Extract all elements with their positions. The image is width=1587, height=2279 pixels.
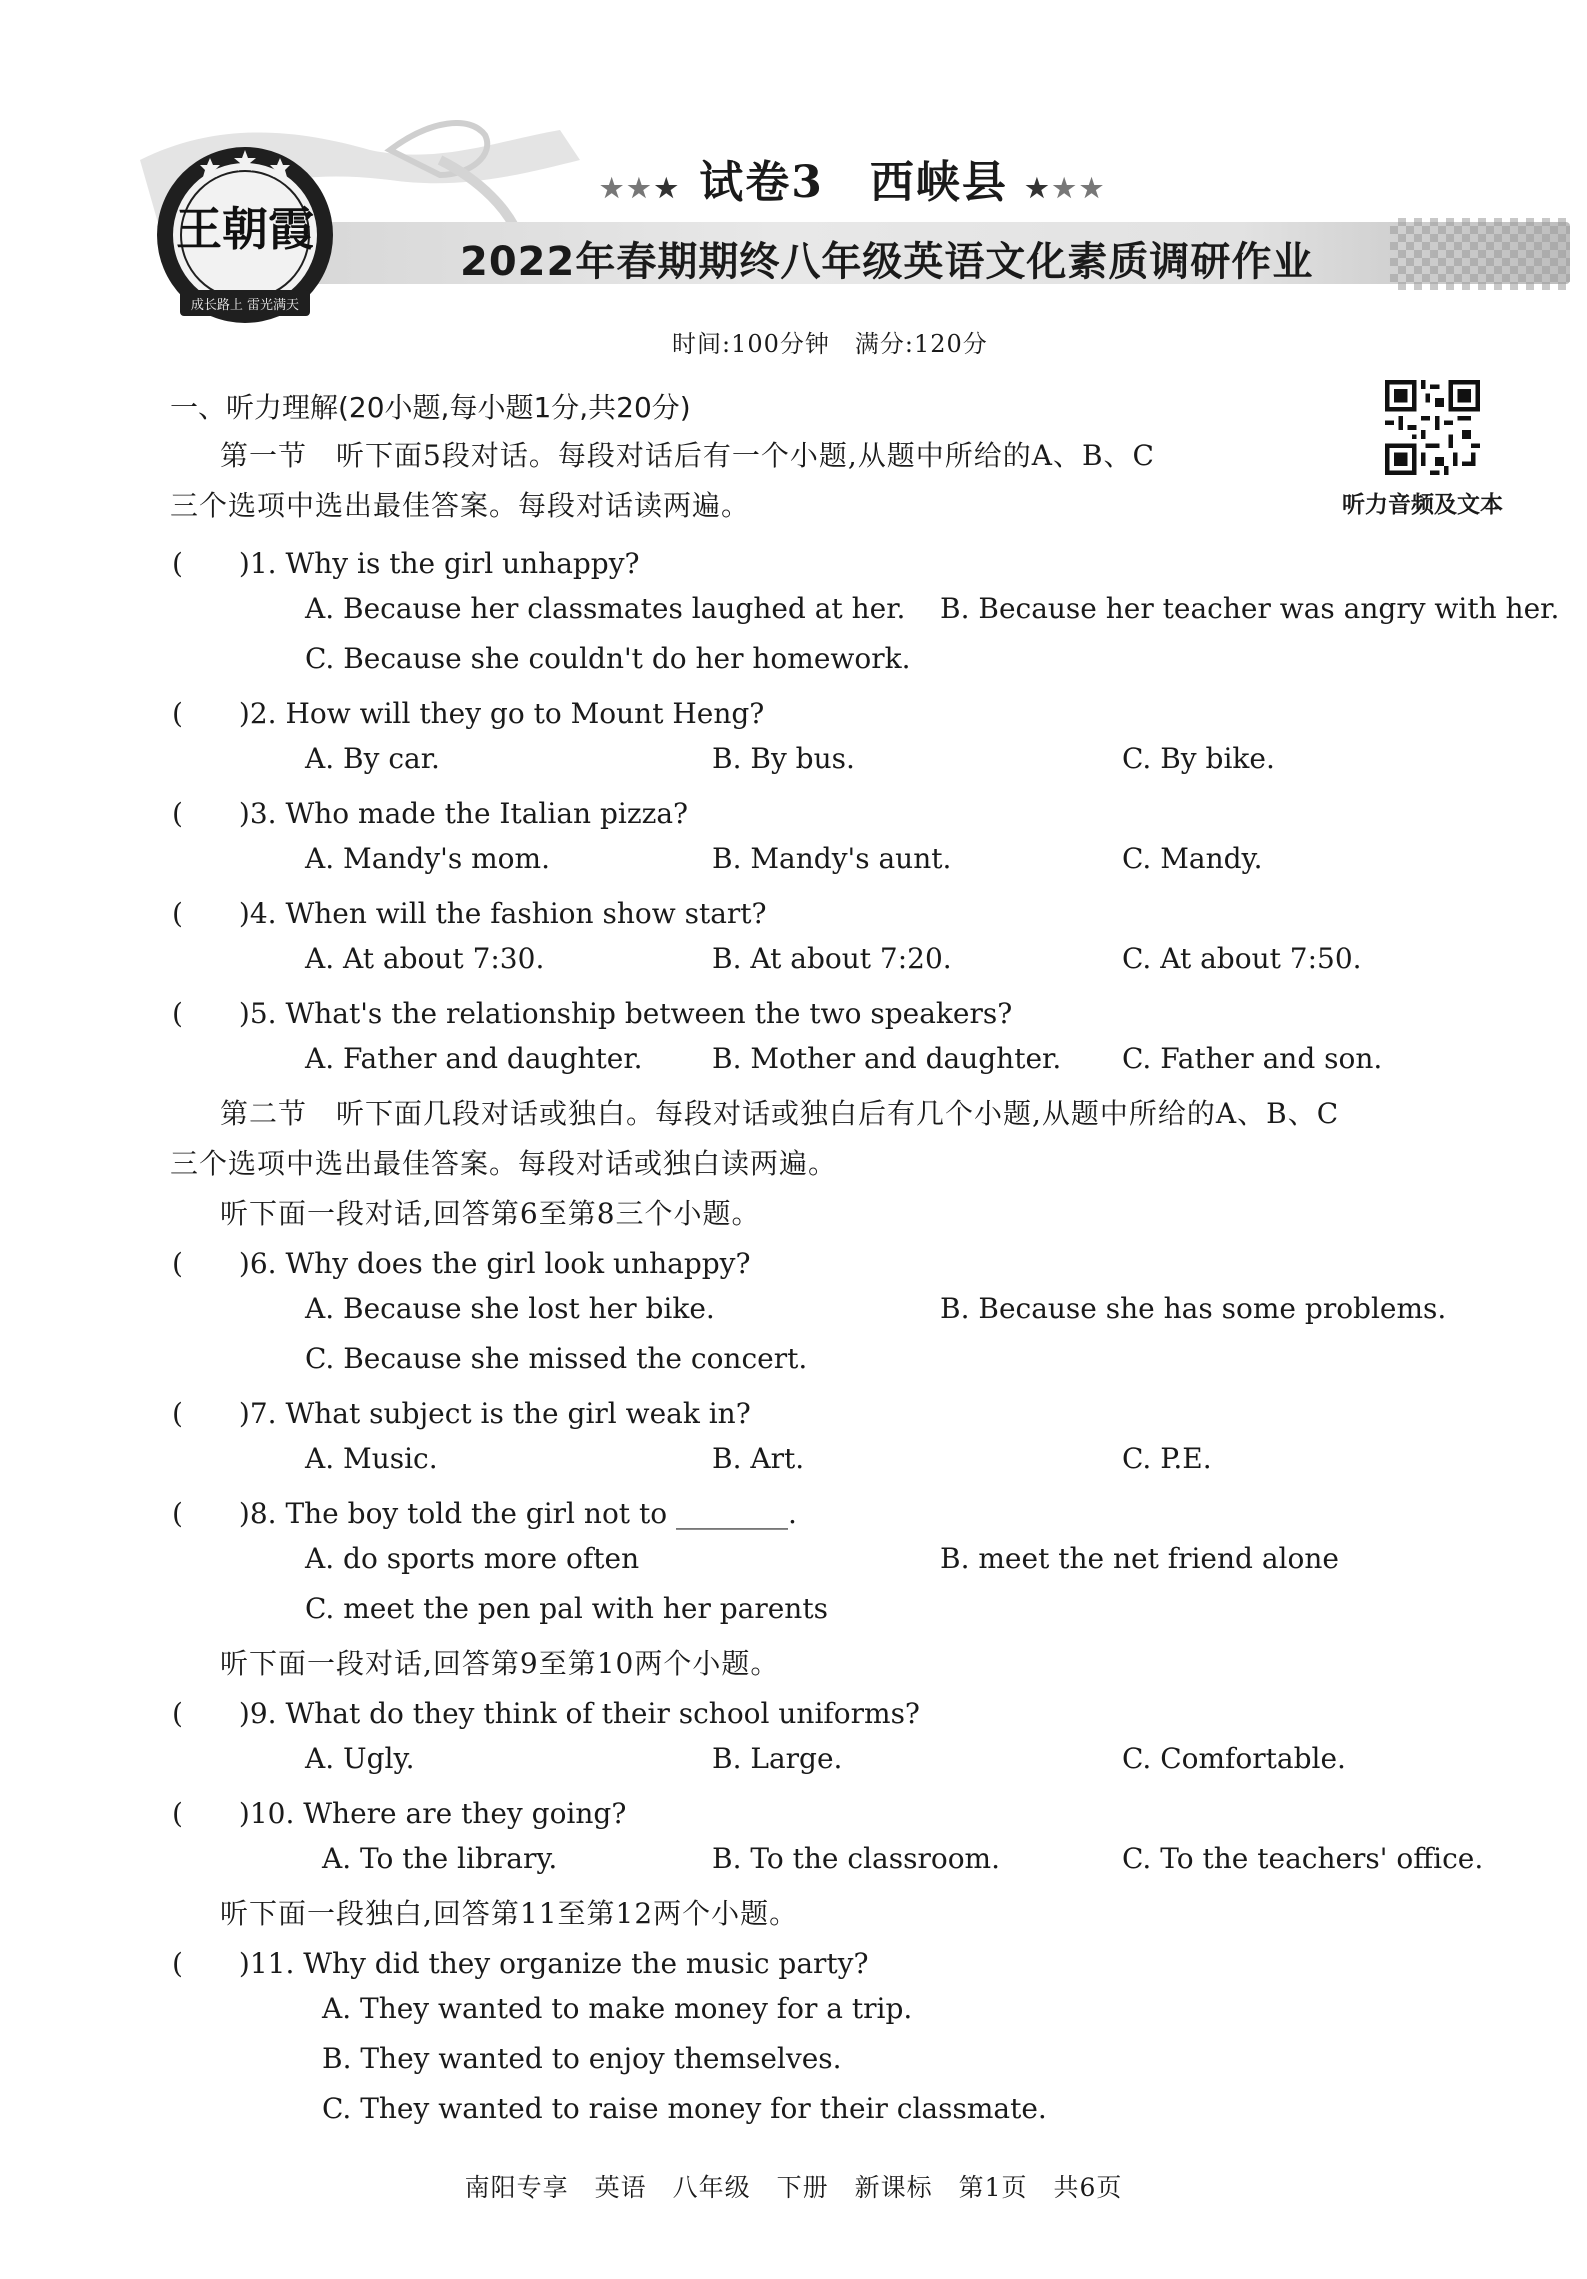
option-2b: B. By bus. <box>712 742 855 775</box>
part1-intro-line1: 第一节 听下面5段对话。每段对话后有一个小题,从题中所给的A、B、C <box>220 439 1155 472</box>
option-5c: C. Father and son. <box>1122 1042 1383 1075</box>
question-4: ( )4. When will the fashion show start? <box>172 897 767 930</box>
option-2c: C. By bike. <box>1122 742 1275 775</box>
qr-code-icon[interactable] <box>1385 380 1480 475</box>
option-11b: B. They wanted to enjoy themselves. <box>322 2042 842 2075</box>
option-11a: A. They wanted to make money for a trip. <box>322 1992 913 2025</box>
option-1b: B. Because her teacher was angry with her. <box>940 592 1560 625</box>
question-1: ( )1. Why is the girl unhappy? <box>172 547 640 580</box>
question-3: ( )3. Who made the Italian pizza? <box>172 797 689 830</box>
part1-intro-line2: 三个选项中选出最佳答案。每段对话读两遍。 <box>170 489 751 522</box>
option-5b: B. Mother and daughter. <box>712 1042 1062 1075</box>
option-1c: C. Because she couldn't do her homework. <box>305 642 911 675</box>
question-6: ( )6. Why does the girl look unhappy? <box>172 1247 751 1280</box>
exam-label <box>600 146 1107 210</box>
option-3a: A. Mandy's mom. <box>305 842 550 875</box>
option-2a: A. By car. <box>305 742 440 775</box>
star-icons-right: ★★ <box>1052 174 1108 204</box>
question-8: ( )8. The boy told the girl not to ________. <box>172 1497 797 1530</box>
checker-pattern <box>1390 218 1570 290</box>
option-3b: B. Mandy's aunt. <box>712 842 952 875</box>
option-11c: C. They wanted to raise money for their classmate. <box>322 2092 1047 2125</box>
option-4a: A. At about 7:30. <box>305 942 545 975</box>
option-1a: A. Because her classmates laughed at her. <box>305 592 906 625</box>
question-11: ( )11. Why did they organize the music party? <box>172 1947 869 1980</box>
logo-brand-text: 王朝霞 <box>176 202 314 256</box>
brand-logo <box>150 140 340 330</box>
option-10b: B. To the classroom. <box>712 1842 1001 1875</box>
star-icon: ★ <box>654 174 682 204</box>
page-title: 2022年春期期终八年级英语文化素质调研作业 <box>460 239 1314 285</box>
option-6b: B. Because she has some problems. <box>940 1292 1447 1325</box>
option-10a: A. To the library. <box>322 1842 558 1875</box>
question-9: ( )9. What do they think of their school uniforms? <box>172 1697 920 1730</box>
star-icons-left: ★★ <box>600 174 655 204</box>
option-7b: B. Art. <box>712 1442 805 1475</box>
sub-intro-6-8: 听下面一段对话,回答第6至第8三个小题。 <box>220 1197 761 1230</box>
option-4b: B. At about 7:20. <box>712 942 952 975</box>
option-9b: B. Large. <box>712 1742 843 1775</box>
sub-intro-11-12: 听下面一段独白,回答第11至第12两个小题。 <box>220 1897 799 1930</box>
exam-label-text: 试卷3 西峡县 <box>699 157 1008 208</box>
page-footer: 南阳专享 英语 八年级 下册 新课标 第1页 共6页 <box>464 2173 1123 2202</box>
option-7a: A. Music. <box>305 1442 438 1475</box>
part2-intro-line2: 三个选项中选出最佳答案。每段对话或独白读两遍。 <box>170 1147 838 1180</box>
option-3c: C. Mandy. <box>1122 842 1263 875</box>
option-4c: C. At about 7:50. <box>1122 942 1362 975</box>
logo-motto-text: 成长路上 雷光满天 <box>190 298 300 313</box>
section-title: 一、听力理解(20小题,每小题1分,共20分) <box>170 391 691 424</box>
option-5a: A. Father and daughter. <box>305 1042 643 1075</box>
question-5: ( )5. What's the relationship between the two speakers? <box>172 997 1013 1030</box>
option-6a: A. Because she lost her bike. <box>305 1292 715 1325</box>
star-icon: ★ <box>1025 174 1053 204</box>
option-7c: C. P.E. <box>1122 1442 1212 1475</box>
option-8b: B. meet the net friend alone <box>940 1542 1339 1575</box>
option-6c: C. Because she missed the concert. <box>305 1342 808 1375</box>
question-10: ( )10. Where are they going? <box>172 1797 627 1830</box>
part2-intro-line1: 第二节 听下面几段对话或独白。每段对话或独白后有几个小题,从题中所给的A、B、C <box>220 1097 1340 1130</box>
option-10c: C. To the teachers' office. <box>1122 1842 1484 1875</box>
option-8c: C. meet the pen pal with her parents <box>305 1592 828 1625</box>
question-7: ( )7. What subject is the girl weak in? <box>172 1397 751 1430</box>
question-2: ( )2. How will they go to Mount Heng? <box>172 697 765 730</box>
qr-caption: 听力音频及文本 <box>1342 492 1503 518</box>
sub-intro-9-10: 听下面一段对话,回答第9至第10两个小题。 <box>220 1647 780 1680</box>
exam-info: 时间:100分钟 满分:120分 <box>672 330 988 358</box>
option-9c: C. Comfortable. <box>1122 1742 1346 1775</box>
option-8a: A. do sports more often <box>305 1542 640 1575</box>
option-9a: A. Ugly. <box>305 1742 415 1775</box>
